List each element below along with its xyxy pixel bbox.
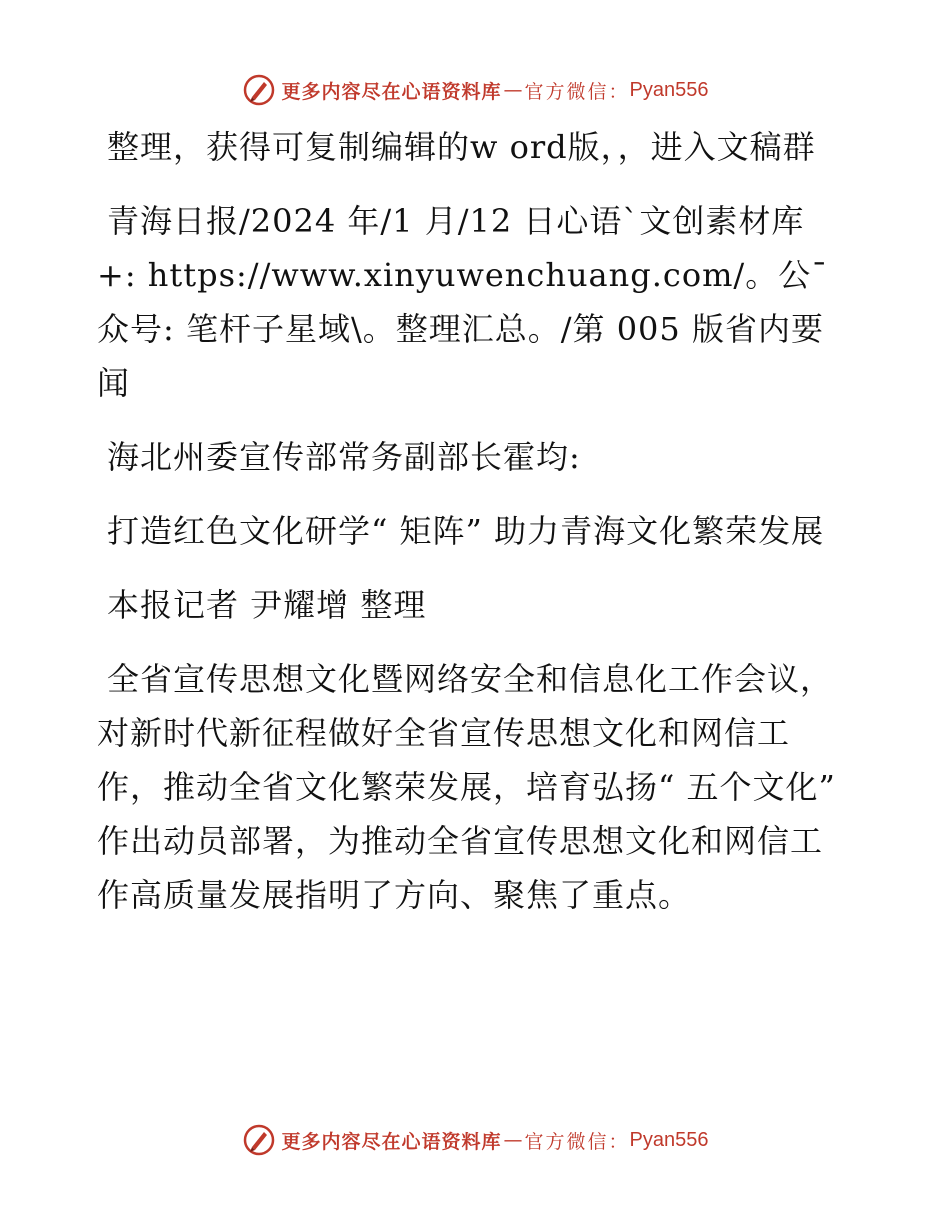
footer-banner <box>0 1120 950 1160</box>
banner-dash: — <box>503 1129 523 1151</box>
banner-dash: — <box>503 79 523 101</box>
article-reporter: 本报记者 尹耀增 整理 <box>107 586 427 624</box>
pen-logo-icon <box>242 1123 276 1157</box>
paragraph-source: 青海日报/2024 年/1 月/12 日心语ˋ文创素材库+: https://www.xinyuwenchuang.com/。公¯众号: 笔杆子星域\。整理汇总。/第 005 版省内要闻 <box>97 202 829 402</box>
article-body-paragraph: 全省宣传思想文化暨网络安全和信息化工作会议，对新时代新征程做好全省宣传思想文化和网信工作，推动全省文化繁荣发展，培育弘扬“ 五个文化” 作出动员部署，为推动全省宣传思想文化和网信工作高质量发展指明了方向、聚焦了重点。 <box>97 660 836 914</box>
paragraph-intro: 整理，获得可复制编辑的w ord版，，进入文稿群 <box>107 128 816 166</box>
article-headline: 打造红色文化研学“ 矩阵” 助力青海文化繁荣发展 <box>107 512 825 550</box>
pen-logo-icon <box>242 73 276 107</box>
banner-official-label: 官方微信： <box>524 1130 630 1153</box>
banner-account-id: Pyan556 <box>629 78 709 101</box>
banner-official-label: 官方微信： <box>524 80 630 103</box>
banner-account-id: Pyan556 <box>629 1128 709 1151</box>
document-body <box>97 120 842 942</box>
paragraph-byline-title: 海北州委宣传部常务副部长霍均: <box>107 438 581 476</box>
header-banner <box>0 70 950 110</box>
banner-brand-text: 更多内容尽在心语资料库 <box>281 80 502 103</box>
banner-brand-text: 更多内容尽在心语资料库 <box>281 1130 502 1153</box>
